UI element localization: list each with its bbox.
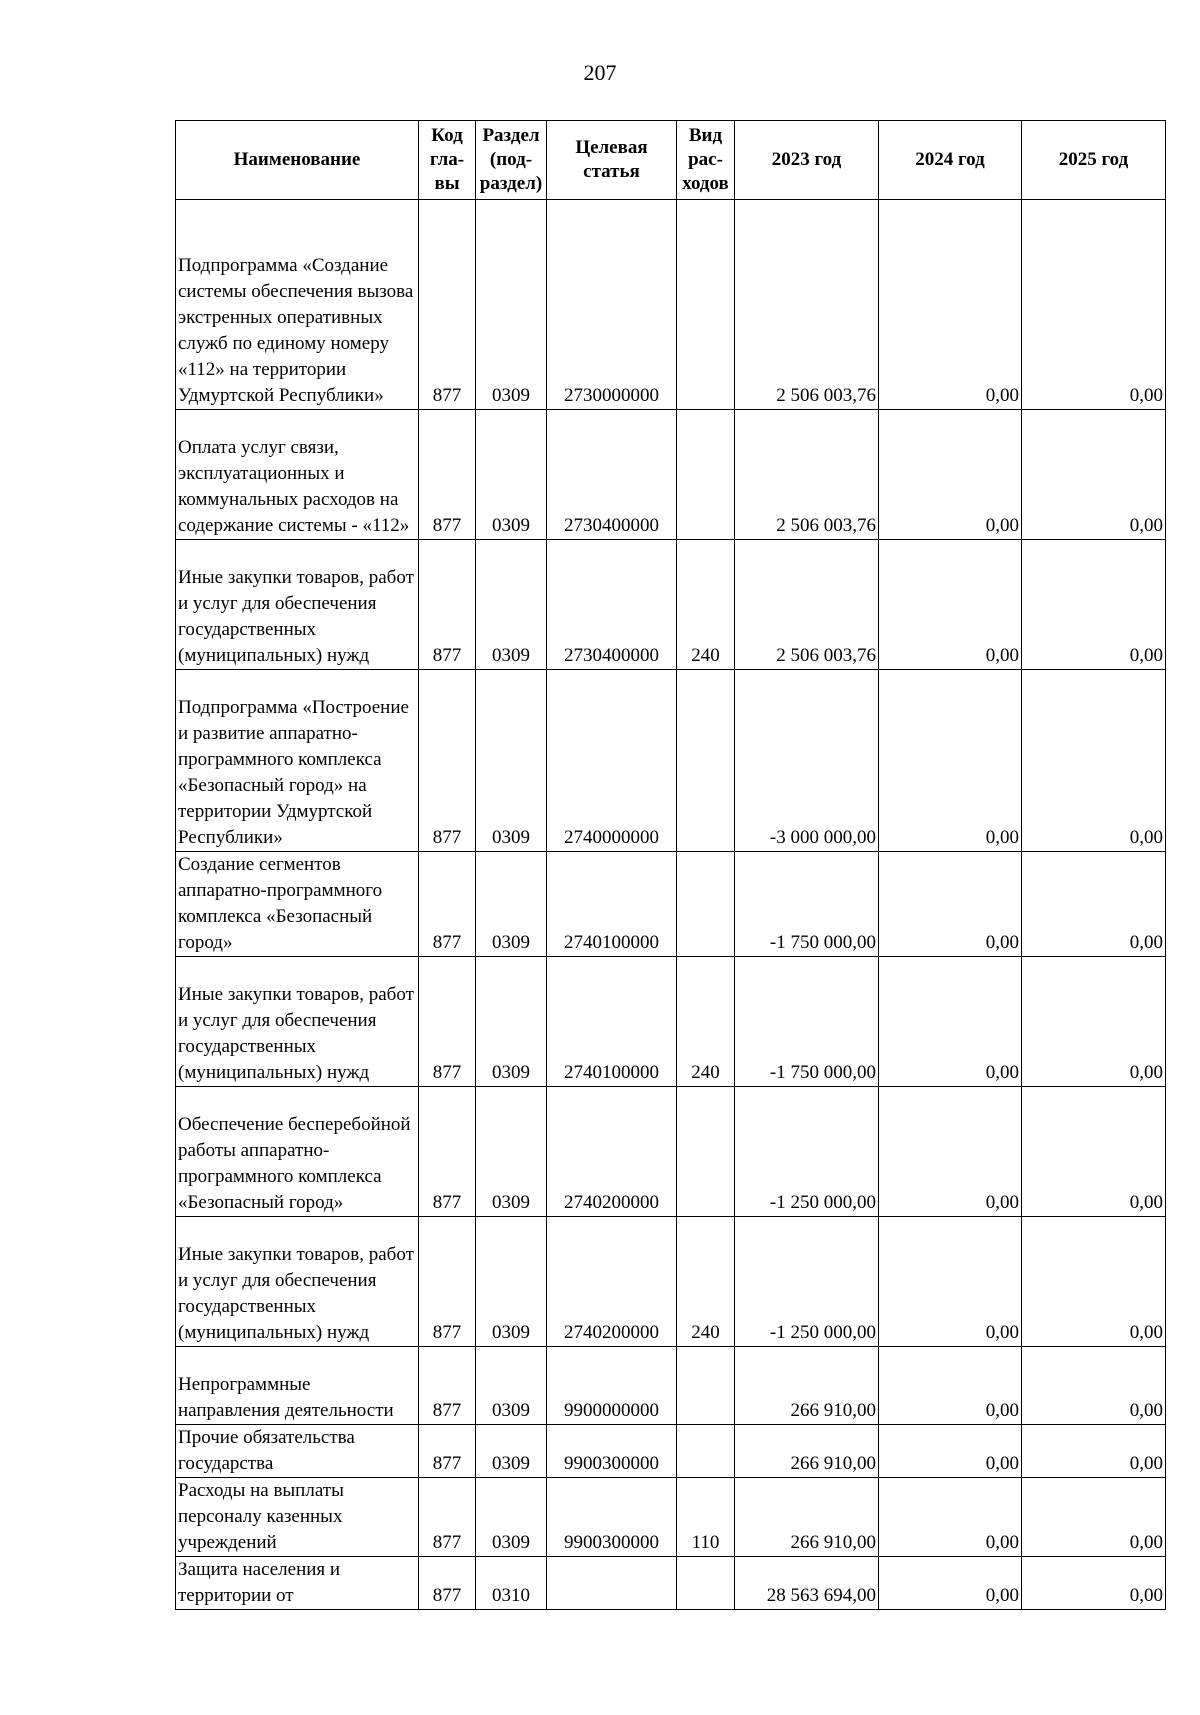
- row-target-article: 2730400000: [547, 410, 677, 540]
- row-amount-2023: 266 910,00: [735, 1425, 879, 1478]
- row-amount-2023: -3 000 000,00: [735, 670, 879, 852]
- row-target-article: 2740200000: [547, 1217, 677, 1347]
- row-name: Иные закупки товаров, работ и услуг для обеспечения государственных (муниципальных) нужд: [176, 957, 419, 1087]
- table-header-row: [176, 121, 1166, 200]
- row-target-article: [547, 1557, 677, 1610]
- row-name: Подпрограмма «Построение и развитие аппаратно-программного комплекса «Безопасный город» на территории Удмуртской Республики»: [176, 670, 419, 852]
- row-expense-type: 240: [677, 957, 735, 1087]
- row-chapter-code: 877: [419, 200, 476, 410]
- header-year-2024: 2024 год: [879, 121, 1022, 200]
- row-amount-2025: 0,00: [1022, 200, 1166, 410]
- row-section: 0309: [476, 200, 547, 410]
- row-amount-2024: 0,00: [879, 670, 1022, 852]
- row-section: 0309: [476, 852, 547, 957]
- table-row: [176, 1087, 1166, 1217]
- row-section: 0309: [476, 957, 547, 1087]
- row-name: Расходы на выплаты персоналу казенных учреждений: [176, 1478, 419, 1557]
- row-amount-2024: 0,00: [879, 1217, 1022, 1347]
- row-chapter-code: 877: [419, 1347, 476, 1425]
- row-name: Создание сегментов аппаратно-программного комплекса «Безопасный город»: [176, 852, 419, 957]
- header-chapter-code: Код гла- вы: [419, 121, 476, 200]
- row-name: Обеспечение бесперебойной работы аппаратно-программного комплекса «Безопасный город»: [176, 1087, 419, 1217]
- row-chapter-code: 877: [419, 852, 476, 957]
- header-name: Наименование: [176, 121, 419, 200]
- header-section: Раздел (под- раздел): [476, 121, 547, 200]
- table-row: [176, 1557, 1166, 1610]
- row-expense-type: [677, 1557, 735, 1610]
- header-target-article: Целевая статья: [547, 121, 677, 200]
- row-amount-2024: 0,00: [879, 1478, 1022, 1557]
- table-row: [176, 852, 1166, 957]
- row-target-article: 2740200000: [547, 1087, 677, 1217]
- row-amount-2024: 0,00: [879, 410, 1022, 540]
- row-amount-2024: 0,00: [879, 852, 1022, 957]
- row-amount-2023: 266 910,00: [735, 1347, 879, 1425]
- row-expense-type: [677, 670, 735, 852]
- row-chapter-code: 877: [419, 540, 476, 670]
- row-section: 0309: [476, 1217, 547, 1347]
- row-name: Иные закупки товаров, работ и услуг для обеспечения государственных (муниципальных) нужд: [176, 540, 419, 670]
- row-amount-2023: 2 506 003,76: [735, 200, 879, 410]
- row-target-article: 9900000000: [547, 1347, 677, 1425]
- row-amount-2025: 0,00: [1022, 1478, 1166, 1557]
- row-amount-2024: 0,00: [879, 200, 1022, 410]
- row-section: 0309: [476, 1425, 547, 1478]
- row-chapter-code: 877: [419, 1557, 476, 1610]
- row-amount-2024: 0,00: [879, 1087, 1022, 1217]
- row-amount-2025: 0,00: [1022, 1347, 1166, 1425]
- row-chapter-code: 877: [419, 670, 476, 852]
- header-year-2025: 2025 год: [1022, 121, 1166, 200]
- row-chapter-code: 877: [419, 410, 476, 540]
- row-target-article: 9900300000: [547, 1425, 677, 1478]
- row-section: 0309: [476, 670, 547, 852]
- row-amount-2023: -1 750 000,00: [735, 852, 879, 957]
- row-amount-2024: 0,00: [879, 1557, 1022, 1610]
- row-chapter-code: 877: [419, 1425, 476, 1478]
- table-row: [176, 410, 1166, 540]
- table-row: [176, 1478, 1166, 1557]
- row-expense-type: [677, 1087, 735, 1217]
- row-target-article: 2730400000: [547, 540, 677, 670]
- row-section: 0309: [476, 1478, 547, 1557]
- row-expense-type: 240: [677, 1217, 735, 1347]
- row-amount-2024: 0,00: [879, 1347, 1022, 1425]
- row-target-article: 2740000000: [547, 670, 677, 852]
- row-amount-2025: 0,00: [1022, 957, 1166, 1087]
- row-section: 0309: [476, 1087, 547, 1217]
- row-amount-2025: 0,00: [1022, 1217, 1166, 1347]
- row-amount-2023: -1 750 000,00: [735, 957, 879, 1087]
- table-body: [176, 200, 1166, 1610]
- table-row: [176, 200, 1166, 410]
- row-amount-2025: 0,00: [1022, 540, 1166, 670]
- table-row: [176, 1217, 1166, 1347]
- row-amount-2023: 2 506 003,76: [735, 410, 879, 540]
- row-chapter-code: 877: [419, 1478, 476, 1557]
- table-row: [176, 670, 1166, 852]
- row-expense-type: [677, 1347, 735, 1425]
- row-expense-type: [677, 200, 735, 410]
- row-name: Оплата услуг связи, эксплуатационных и коммунальных расходов на содержание системы - «112»: [176, 410, 419, 540]
- row-name: Защита населения и территории от: [176, 1557, 419, 1610]
- row-expense-type: [677, 1425, 735, 1478]
- row-name: Подпрограмма «Создание системы обеспечения вызова экстренных оперативных служб по единому номеру «112» на территории Удмуртской Республики»: [176, 200, 419, 410]
- row-expense-type: [677, 852, 735, 957]
- header-expense-type: Вид рас- ходов: [677, 121, 735, 200]
- row-target-article: 2740100000: [547, 957, 677, 1087]
- row-name: Непрограммные направления деятельности: [176, 1347, 419, 1425]
- row-target-article: 2740100000: [547, 852, 677, 957]
- table-row: [176, 957, 1166, 1087]
- row-amount-2024: 0,00: [879, 540, 1022, 670]
- table-row: [176, 540, 1166, 670]
- row-amount-2023: -1 250 000,00: [735, 1087, 879, 1217]
- row-amount-2025: 0,00: [1022, 1087, 1166, 1217]
- row-amount-2023: 2 506 003,76: [735, 540, 879, 670]
- row-amount-2025: 0,00: [1022, 1557, 1166, 1610]
- row-expense-type: [677, 410, 735, 540]
- row-expense-type: 110: [677, 1478, 735, 1557]
- row-amount-2024: 0,00: [879, 1425, 1022, 1478]
- header-year-2023: 2023 год: [735, 121, 879, 200]
- row-chapter-code: 877: [419, 1087, 476, 1217]
- row-amount-2025: 0,00: [1022, 1425, 1166, 1478]
- row-name: Иные закупки товаров, работ и услуг для обеспечения государственных (муниципальных) нужд: [176, 1217, 419, 1347]
- row-chapter-code: 877: [419, 1217, 476, 1347]
- row-amount-2025: 0,00: [1022, 852, 1166, 957]
- row-section: 0309: [476, 410, 547, 540]
- row-name: Прочие обязательства государства: [176, 1425, 419, 1478]
- row-amount-2023: -1 250 000,00: [735, 1217, 879, 1347]
- row-section: 0309: [476, 540, 547, 670]
- row-chapter-code: 877: [419, 957, 476, 1087]
- row-amount-2025: 0,00: [1022, 670, 1166, 852]
- row-amount-2024: 0,00: [879, 957, 1022, 1087]
- row-target-article: 2730000000: [547, 200, 677, 410]
- row-amount-2023: 266 910,00: [735, 1478, 879, 1557]
- page-number: 207: [583, 60, 617, 85]
- budget-table: [175, 120, 1166, 1610]
- row-expense-type: 240: [677, 540, 735, 670]
- table-row: [176, 1425, 1166, 1478]
- row-target-article: 9900300000: [547, 1478, 677, 1557]
- table-row: [176, 1347, 1166, 1425]
- row-amount-2023: 28 563 694,00: [735, 1557, 879, 1610]
- row-amount-2025: 0,00: [1022, 410, 1166, 540]
- row-section: 0310: [476, 1557, 547, 1610]
- row-section: 0309: [476, 1347, 547, 1425]
